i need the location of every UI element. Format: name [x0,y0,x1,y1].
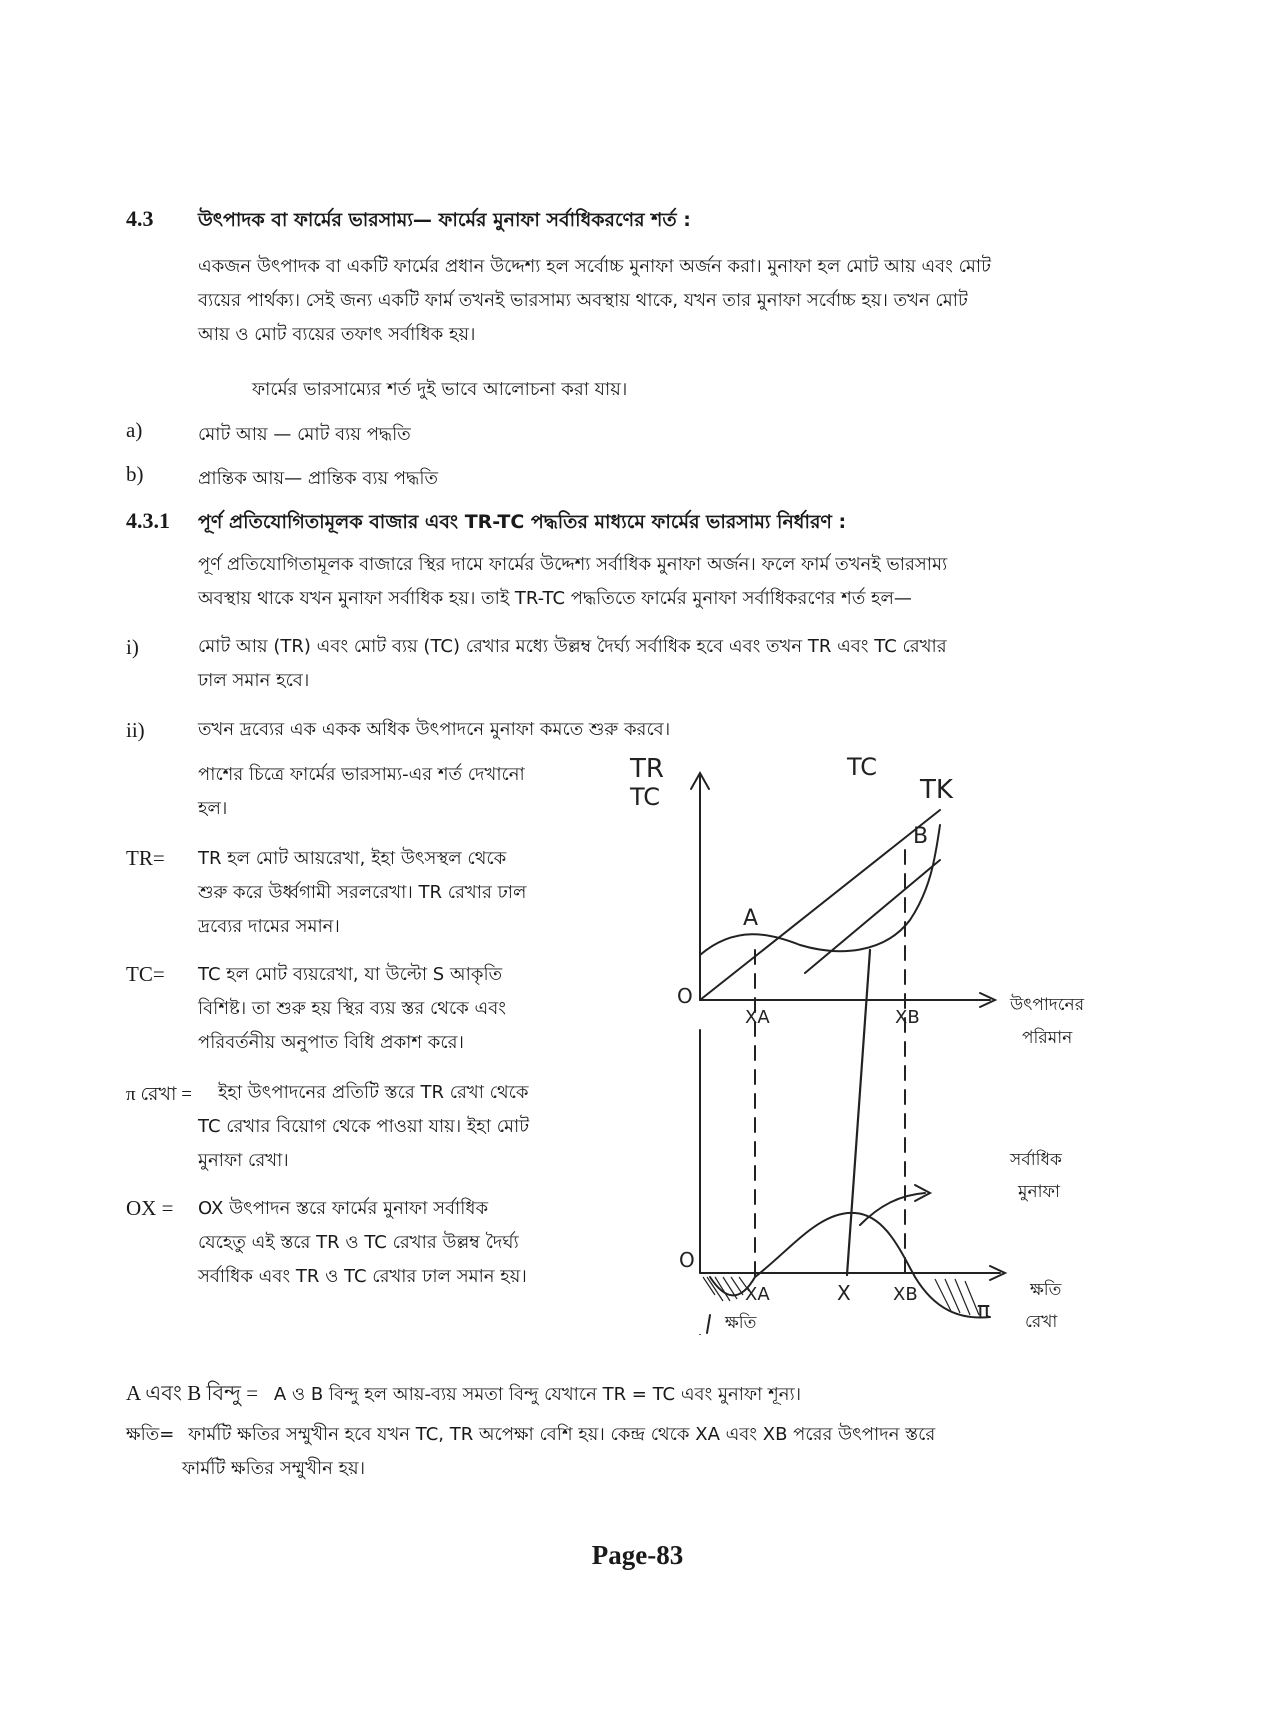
subsection-title: পূর্ণ প্রতিযোগিতামূলক বাজার এবং TR-TC পদ্ধতির মাধ্যমে ফার্মের ভারসাম্য নির্ধারণ : [198,511,847,533]
definition-line: OX উৎপাদন স্তরে ফার্মের মুনাফা সর্বাধিক [198,1198,489,1219]
intro-line: অবস্থায় থাকে যখন মুনাফা সর্বাধিক হয়। তাই TR-TC পদ্ধতিতে ফার্মের মুনাফা সর্বাধিকরণের শর্ত হল— [198,588,912,609]
loss-definition [126,1418,1176,1486]
definition-line: TC রেখার বিয়োগ থেকে পাওয়া যায়। ইহা মোট [198,1116,530,1137]
max-profit-label-1: সর্বাধিক [1010,1150,1062,1170]
pi-label: π [977,1298,991,1323]
definition-line: যেহেতু এই স্তরে TR ও TC রেখার উল্লম্ব দৈর্ঘ্য [198,1232,519,1253]
method-text: মোট আয় — মোট ব্যয় পদ্ধতি [198,424,411,445]
condition-text [198,713,1158,747]
max-profit-arrow [860,1193,925,1225]
page-number: Page-83 [591,1540,684,1570]
figure-intro [198,758,608,826]
definition-line: TR হল মোট আয়রেখা, ইহা উৎসস্থল থেকে [198,848,507,869]
definition-term: π রেখা = [126,1084,192,1105]
definition-line: পরিবর্তনীয় অনুপাত বিধি প্রকাশ করে। [198,1032,464,1053]
definition-line: ইহা উৎপাদনের প্রতিটি স্তরে TR রেখা থেকে [218,1082,529,1103]
subsection-number: 4.3.1 [126,508,170,533]
definition-text [198,842,608,944]
condition-label: ii) [126,718,145,742]
loss-line-label-2: রেখা [1025,1312,1058,1332]
xa-bottom-label: XA [745,1284,770,1305]
loss-text: ফার্মটি ক্ষতির সম্মুখীন হবে যখন TC, TR অপেক্ষা বেশি হয়। কেন্দ্র থেকে XA এবং XB পরের উৎপাদন স্তরে [188,1424,936,1445]
point-a-label: A [743,906,759,931]
definition-line: শুরু করে উর্ধ্বগামী সরলরেখা। TR রেখার ঢাল [198,882,527,903]
condition-line: মোট আয় (TR) এবং মোট ব্যয় (TC) রেখার মধ্যে উল্লম্ব দৈর্ঘ্য সর্বাধিক হবে এবং তখন TR এবং TC রেখার [198,636,947,657]
x-vertical-line [847,950,870,1275]
intro-line: একজন উৎপাদক বা একটি ফার্মের প্রধান উদ্দেশ্য হল সর্বোচ্চ মুনাফা অর্জন করা। মুনাফা হল মোট আয় এবং মোট [198,256,991,277]
point-b-label: B [913,824,929,849]
equilibrium-figure [615,755,1115,1335]
definition-term: TR= [126,846,165,870]
tr-line-label: TK [920,775,953,805]
condition-label: i) [126,635,139,659]
tangent-line [805,860,940,973]
figure-intro-line: পাশের চিত্রে ফার্মের ভারসাম্য-এর শর্ত দেখানো [198,764,525,785]
definition-term: OX = [126,1196,174,1220]
origin-top-label: O [677,984,693,1008]
condition-text [198,630,1158,698]
x-bottom-label: X [837,1281,851,1305]
loss-label: ক্ষতি [725,1313,757,1333]
definition-text [198,958,608,1060]
xa-top-label: XA [745,1007,770,1028]
definition-line: সর্বাধিক এবং TR ও TC রেখার ঢাল সমান হয়। [198,1266,527,1287]
method-label: a) [126,418,143,442]
tc-curve-label: TC [847,755,878,781]
definition-line: দ্রব্যের দামের সমান। [198,916,340,937]
condition-line: ঢাল সমান হবে। [198,670,310,691]
section-title: উৎপাদক বা ফার্মের ভারসাম্য— ফার্মের মুনাফা সর্বাধিকরণের শর্ত : [198,209,691,231]
x-axis-label-2: পরিমান [1022,1028,1073,1048]
breakeven-term: A এবং B বিন্দু = [126,1381,259,1405]
definition-text [198,1192,608,1294]
loss-line-label-1: ক্ষতি [1030,1280,1062,1300]
definition-text [198,1076,608,1178]
loss-arrow [707,1315,710,1333]
xb-bottom-label: XB [893,1284,918,1305]
x-axis-label-1: উৎপাদনের [1010,995,1085,1015]
breakeven-definition [126,1376,1156,1412]
definition-term: TC= [126,962,165,986]
y-axis-label-tr: TR [630,755,664,784]
intro-line: পূর্ণ প্রতিযোগিতামূলক বাজারে স্থির দামে ফার্মের উদ্দেশ্য সর্বাধিক মুনাফা অর্জন। ফলে ফার্ম তখনই ভারসাম্য [198,554,948,575]
condition-line: তখন দ্রব্যের এক একক অধিক উৎপাদনে মুনাফা কমতে শুরু করবে। [198,719,671,740]
definition-line: বিশিষ্ট। তা শুরু হয় স্থির ব্যয় স্তর থেকে এবং [198,998,506,1019]
loss-term: ক্ষতি= [126,1424,175,1445]
origin-bottom-label: O [679,1248,695,1272]
y-axis-label-tc: TC [630,783,661,811]
intro-line: আয় ও মোট ব্যয়ের তফাৎ সর্বাধিক হয়। [198,324,476,345]
loss-text-cont: ফার্মটি ক্ষতির সম্মুখীন হয়। [182,1458,366,1479]
method-text: প্রান্তিক আয়— প্রান্তিক ব্যয় পদ্ধতি [198,468,439,489]
xb-top-label: XB [895,1007,920,1028]
section-number: 4.3 [126,206,154,231]
method-label: b) [126,462,144,486]
section-intro [198,250,1158,352]
definition-line: TC হল মোট ব্যয়রেখা, যা উল্টো S আকৃতি [198,964,503,985]
definition-line: মুনাফা রেখা। [198,1150,289,1171]
subsection-intro [198,548,1158,616]
figure-intro-line: হল। [198,798,228,819]
max-profit-label-2: মুনাফা [1018,1182,1060,1202]
intro-line: ব্যয়ের পার্থক্য। সেই জন্য একটি ফার্ম তখনই ভারসাম্য অবস্থায় থাকে, যখন তার মুনাফা সর্বোচ্চ হয়। তখন মোট [198,290,968,311]
breakeven-text: A ও B বিন্দু হল আয়-ব্যয় সমতা বিন্দু যেখানে TR = TC এবং মুনাফা শূন্য। [273,1384,802,1405]
methods-intro: ফার্মের ভারসাম্যের শর্ত দুই ভাবে আলোচনা করা যায়। [252,379,628,400]
